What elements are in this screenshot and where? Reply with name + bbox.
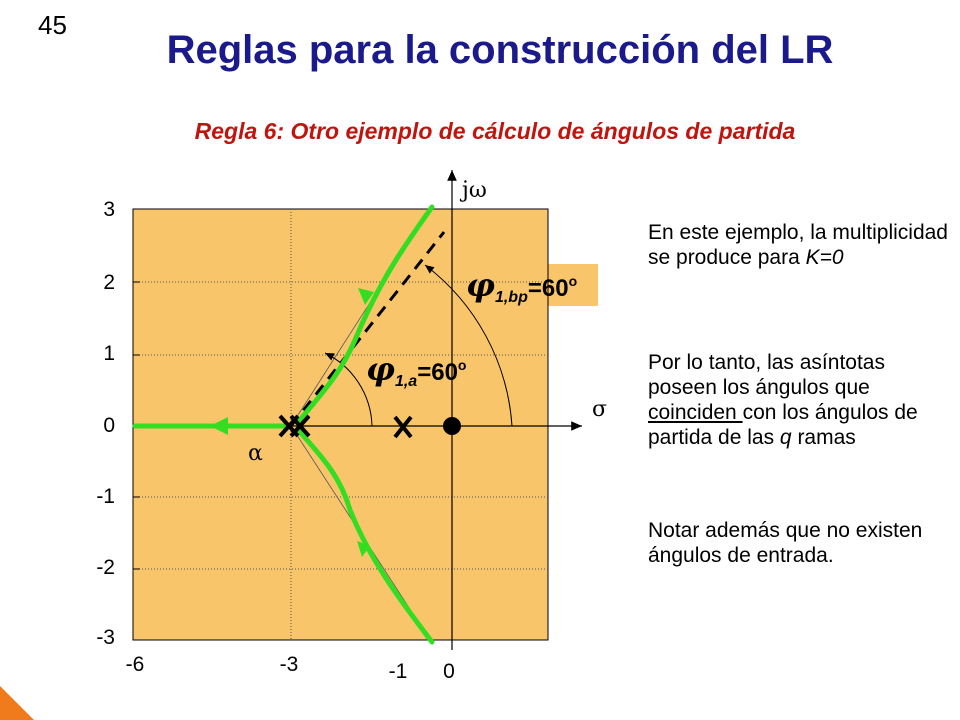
y-tick-label: 2	[103, 271, 115, 294]
x-tick-labels	[126, 653, 455, 683]
origin-dot	[443, 417, 461, 435]
y-tick-label: -1	[96, 485, 115, 508]
note-entry-angles	[648, 518, 958, 568]
note-multiplicity	[648, 220, 958, 270]
page-subtitle: Regla 6: Otro ejemplo de cálculo de ángulos de partida	[194, 118, 796, 144]
note-asym-end: ramas	[791, 426, 856, 449]
note-asym-q: q	[779, 426, 792, 449]
x-tick-label: -1	[388, 660, 408, 683]
phi-a-label: $\varphi_{1,a}=60^o$	[366, 350, 467, 390]
x-tick-label: 0	[443, 660, 455, 683]
alpha-label: α	[248, 441, 263, 466]
note-asym-underline: coinciden	[648, 401, 743, 424]
y-tick-labels	[96, 198, 115, 649]
y-tick-label: -3	[96, 626, 115, 649]
real-axis-label: σ	[592, 397, 608, 422]
note-asym-after: con los ángulos de partida de las	[648, 401, 918, 449]
note-multiplicity-text: En este ejemplo, la multiplicidad se produce para K=0	[648, 221, 948, 269]
slide-number: 45	[38, 10, 67, 40]
y-tick-label: 3	[103, 198, 115, 221]
y-tick-label: -2	[96, 556, 115, 579]
x-tick-label: -3	[279, 653, 299, 676]
x-tick-label: -6	[125, 653, 145, 676]
y-tick-label: 1	[103, 342, 115, 365]
note-entry-angles-text: Notar además que no existen ángulos de entrada.	[648, 519, 923, 567]
imag-axis-label: jω	[462, 178, 487, 203]
phi-bp-label: $\varphi_{1,bp}=60^o$	[466, 266, 578, 306]
y-tick-label: 0	[103, 414, 115, 437]
corner-decoration	[0, 686, 34, 720]
page-title: Reglas para la construcción del LR	[166, 28, 834, 72]
note-asymptotes	[648, 350, 958, 450]
note-asym-before: Por lo tanto, las asíntotas poseen los ángulos que	[648, 351, 885, 399]
